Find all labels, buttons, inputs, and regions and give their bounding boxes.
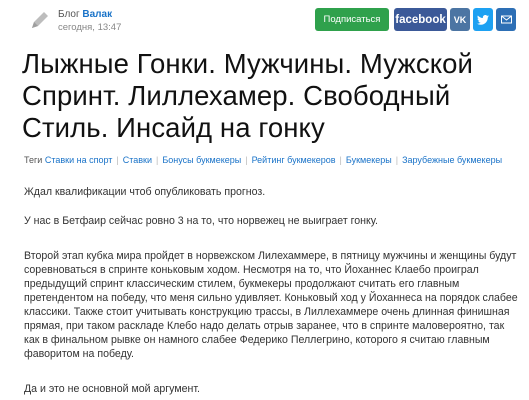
twitter-icon	[477, 15, 489, 25]
tags-line	[24, 155, 502, 165]
mail-icon	[501, 15, 512, 24]
subscribe-button[interactable]: Подписаться	[315, 8, 389, 31]
tag-link[interactable]: Ставки на спорт	[44, 155, 113, 165]
tag-link[interactable]: Букмекеры	[345, 155, 392, 165]
tag-divider: |	[339, 155, 342, 165]
tag-divider: |	[395, 155, 399, 165]
article-title: Лыжные Гонки. Мужчины. Мужской Спринт. Лиллехамер. Свободный Стиль. Инсайд на гонку	[22, 48, 474, 143]
article-paragraph: Да и это не основной мой аргумент.	[24, 383, 200, 395]
tag-link[interactable]: Бонусы букмекеры	[162, 155, 242, 165]
tag-divider: |	[156, 155, 159, 165]
post-header	[0, 0, 529, 46]
article-paragraph: У нас в Бетфаир сейчас ровно 3 на то, что норвежец не выиграет гонку.	[24, 215, 378, 227]
post-date: сегодня, 13:47	[58, 22, 122, 33]
blog-line	[58, 9, 112, 20]
vk-share-button[interactable]	[450, 8, 470, 31]
tag-link[interactable]: Зарубежные букмекеры	[402, 155, 503, 165]
article-paragraph: Второй этап кубка мира пройдет в норвежском Лилехаммере, в пятницу мужчины и женщины будут соревноваться в спринте коньковым ходом. Несмотря на то, что Йоханнес Клаебо проиграл предыдущий спринт классическим стилем, букмекеры продолжают считать его главным претендентом на победу, что меня сильно удивляет. Коньковый ход у Йоханнеса на порядок слабее классики. Также стоит учитывать конструкцию трассы, в Лиллехаммере очень длинная финишная прямая, при таком раскладе Клебо надо делать отрыв заранее, что в спринте маловероятно, так как в финальном рывке он намного слабее Федерико Пеллегрино, которого я считаю главным фаворитом на победу.	[24, 250, 518, 360]
blog-author-link[interactable]: Валак	[82, 9, 113, 20]
article-paragraph: Ждал квалификации чтоб опубликовать прогноз.	[24, 186, 266, 198]
tag-divider: |	[116, 155, 119, 165]
mail-share-button[interactable]	[496, 8, 516, 31]
vk-icon: VK	[453, 14, 467, 25]
facebook-share-button[interactable]: facebook	[394, 8, 447, 31]
tag-divider: |	[245, 155, 248, 165]
blog-label: Блог	[58, 9, 80, 20]
tags-label: Теги	[24, 155, 43, 165]
tag-link[interactable]: Ставки	[122, 155, 153, 165]
twitter-share-button[interactable]	[473, 8, 493, 31]
tag-link[interactable]: Рейтинг букмекеров	[251, 155, 336, 165]
pen-icon	[28, 8, 52, 32]
